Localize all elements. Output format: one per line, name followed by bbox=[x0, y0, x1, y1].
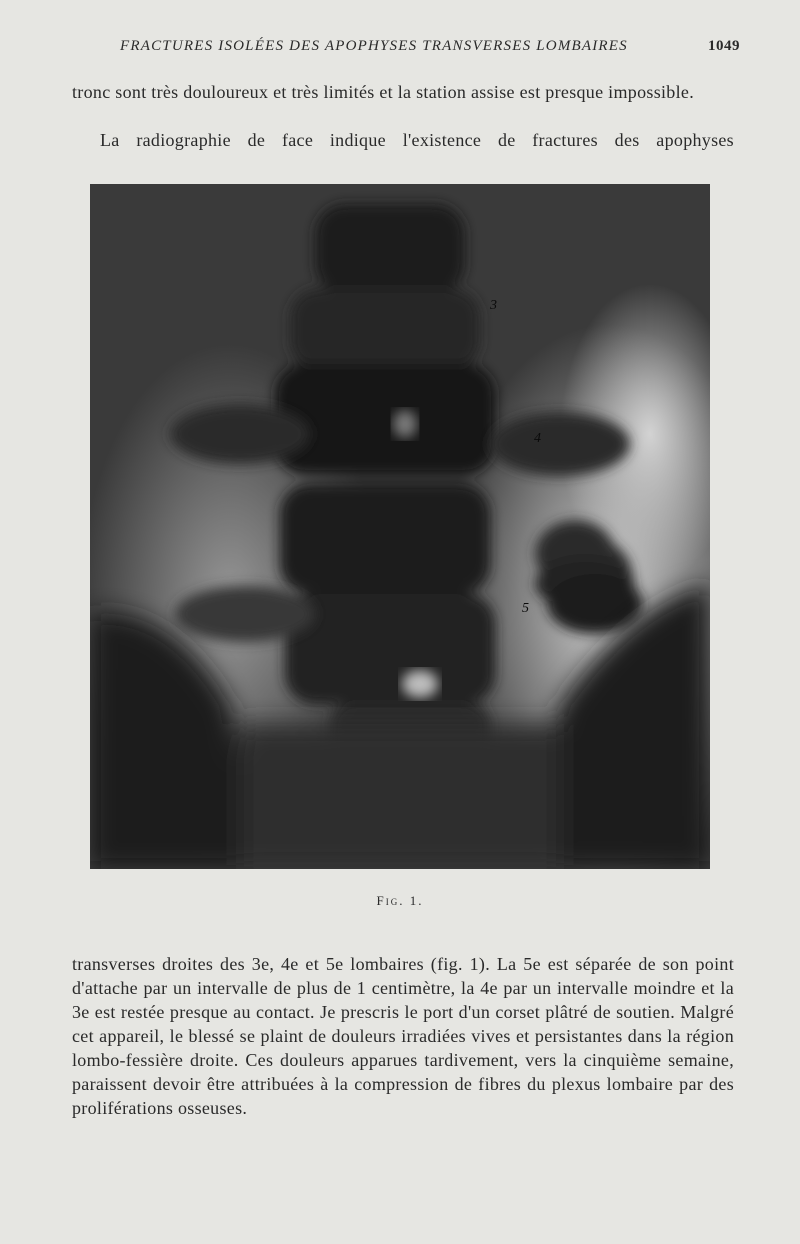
figure-caption: Fig. 1. bbox=[376, 893, 424, 908]
paragraph-2: La radiographie de face indique l'existence de fractures des apophyses bbox=[100, 130, 734, 150]
xray-image bbox=[90, 184, 710, 869]
page-number: 1049 bbox=[708, 38, 740, 54]
paragraph-3: transverses droites des 3e, 4e et 5e lombaires (fig. 1). La 5e est séparée de son point d'attache par un intervalle de plus de 1 centimètre, la 4e par un intervalle moindre et la 3e est restée presque au contact. Je prescris le port d'un corset plâtré de soutien. Malgré cet appareil, le blessé se plaint de douleurs irradiées vives et persistantes dans la région lombo-fessière droite. Ces douleurs apparues tardivement, vers la cinquième semaine, paraissent devoir être attribuées à la compression de fibres du plexus lombaire par des proliférations osseuses. bbox=[72, 954, 734, 1118]
running-title: FRACTURES ISOLÉES DES APOPHYSES TRANSVERSES LOMBAIRES bbox=[120, 38, 628, 54]
marker-4: 4 bbox=[534, 431, 541, 446]
paragraph-1: tronc sont très douloureux et très limités et la station assise est presque impossible. bbox=[72, 82, 694, 102]
marker-5: 5 bbox=[522, 601, 529, 616]
xray-figure bbox=[90, 184, 710, 869]
running-header bbox=[120, 38, 740, 55]
marker-3: 3 bbox=[490, 298, 497, 313]
